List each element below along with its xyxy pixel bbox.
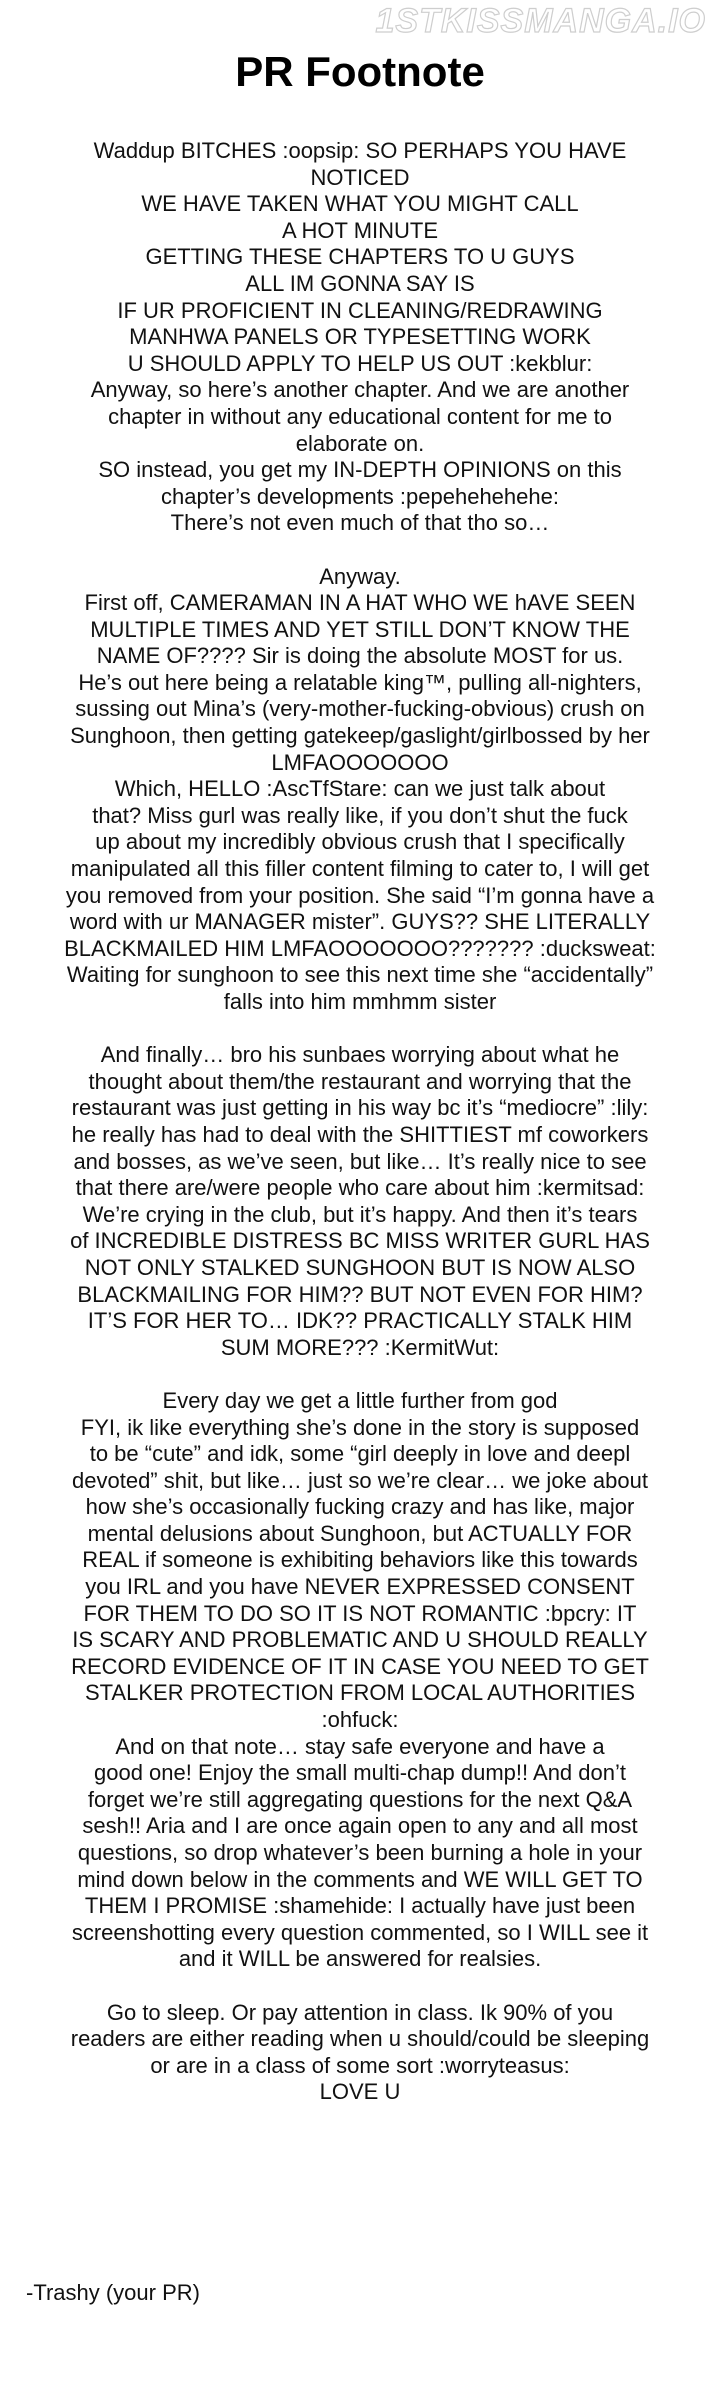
body-line: Waiting for sunghoon to see this next time she “accidentally” [66,962,654,988]
body-line: LOVE U [319,2079,401,2105]
body-line: MANHWA PANELS OR TYPESETTING WORK [129,324,591,350]
body-line: BLACKMAILED HIM LMFAOOOOOOO??????? :ducksweat: [64,935,656,961]
body-line [22,1016,698,1043]
body-line: WE HAVE TAKEN WHAT YOU MIGHT CALL [141,191,579,217]
page-title: PR Footnote [235,48,485,95]
body-line: Which, HELLO :AscTfStare: can we just talk about [114,776,606,802]
body-line: manipulated all this filler content filming to cater to, I will get [70,856,650,882]
body-line: Every day we get a little further from god [162,1387,558,1413]
body-line: IF UR PROFICIENT IN CLEANING/REDRAWING [117,297,603,323]
body-line: how she’s occasionally fucking crazy and has like, major [85,1494,635,1520]
body-line: BLACKMAILING FOR HIM?? BUT NOT EVEN FOR HIM? [77,1281,643,1307]
body-line: sesh!! Aria and I are once again open to any and all most [82,1813,638,1839]
body-line: NAME OF???? Sir is doing the absolute MOST for us. [96,643,624,669]
body-line: RECORD EVIDENCE OF IT IN CASE YOU NEED TO GET [71,1653,649,1679]
body-line: and it WILL be answered for realsies. [178,1946,542,1972]
body-line: he really has had to deal with the SHITTIEST mf coworkers [71,1121,649,1147]
body-line: up about my incredibly obvious crush that I specifically [95,829,625,855]
body-line: you removed from your position. She said “I’m gonna have a [65,882,655,908]
body-line: There’s not even much of that tho so… [170,510,550,536]
body-line: NOTICED [310,164,410,190]
body-line: A HOT MINUTE [281,217,439,243]
body-line: devoted” shit, but like… just so we’re clear… we joke about [72,1467,648,1493]
body-line: chapter’s developments :pepehehehehe: [161,483,559,509]
body-line: readers are either reading when u should/could be sleeping [70,2026,650,2052]
body-line: FOR THEM TO DO SO IT IS NOT ROMANTIC :bpcry: IT [83,1600,637,1626]
body-line: word with ur MANAGER mister”. GUYS?? SHE LITERALLY [69,909,651,935]
footnote-body [22,138,698,2106]
body-line: REAL if someone is exhibiting behaviors like this towards [82,1547,638,1573]
body-line: screenshotting every question commented, so I WILL see it [71,1919,649,1945]
body-line: that? Miss gurl was really like, if you don’t shut the fuck [92,802,628,828]
body-line: that there are/were people who care about him :kermitsad: [75,1175,645,1201]
body-line: FYI, ik like everything she’s done in the story is supposed [80,1414,640,1440]
body-line: THEM I PROMISE :shamehide: I actually have just been [84,1893,636,1919]
body-line: ALL IM GONNA SAY IS [245,270,475,296]
body-line: And finally… bro his sunbaes worrying about what he [100,1042,620,1068]
body-line: :ohfuck: [321,1707,399,1733]
body-line: mental delusions about Sunghoon, but ACTUALLY FOR [87,1520,633,1546]
body-line [22,1361,698,1388]
body-line: falls into him mmhmm sister [223,989,497,1014]
body-line: MULTIPLE TIMES AND YET STILL DON’T KNOW THE [90,616,630,642]
body-line: mind down below in the comments and WE WILL GET TO [77,1866,643,1892]
body-line: of INCREDIBLE DISTRESS BC MISS WRITER GURL HAS [70,1228,650,1254]
body-line: sussing out Mina’s (very-mother-fucking-obvious) crush on [75,696,645,722]
body-line [22,1973,698,2000]
body-line: Sunghoon, then getting gatekeep/gaslight/girlbossed by her [70,723,650,749]
body-line: you IRL and you have NEVER EXPRESSED CONSENT [85,1574,635,1600]
body-line: to be “cute” and idk, some “girl deeply in love and deepl [89,1441,631,1467]
body-line: IT’S FOR HER TO… IDK?? PRACTICALLY STALK HIM [87,1308,633,1334]
body-line: elaborate on. [295,430,425,456]
body-line: good one! Enjoy the small multi-chap dump!! And don’t [94,1760,626,1786]
body-line: SUM MORE??? :KermitWut: [220,1334,500,1360]
body-line: thought about them/the restaurant and worrying that the [88,1068,632,1094]
body-line: He’s out here being a relatable king™, pulling all-nighters, [78,669,642,695]
body-line: restaurant was just getting in his way bc it’s “mediocre” :lily: [71,1095,649,1121]
site-watermark: 1STKISSMANGA.IO [375,2,706,40]
body-line: IS SCARY AND PROBLEMATIC AND U SHOULD REALLY [72,1627,648,1653]
body-line: And on that note… stay safe everyone and have a [115,1733,605,1759]
body-line: Anyway. [319,563,401,589]
body-line: SO instead, you get my IN-DEPTH OPINIONS on this [98,457,622,483]
signature: -Trashy (your PR) [26,2280,200,2305]
body-line: Waddup BITCHES :oopsip: SO PERHAPS YOU HAVE [93,138,627,163]
body-line: or are in a class of some sort :worryteasus: [150,2052,570,2078]
body-line: LMFAOOOOOOO [271,749,449,775]
body-line: Anyway, so here’s another chapter. And we are another [90,377,630,403]
body-line: GETTING THESE CHAPTERS TO U GUYS [145,244,575,270]
body-line: forget we’re still aggregating questions for the next Q&A [87,1786,633,1812]
body-line: Go to sleep. Or pay attention in class. Ik 90% of you [106,1999,614,2025]
body-line: First off, CAMERAMAN IN A HAT WHO WE hAVE SEEN [84,590,636,616]
body-line: STALKER PROTECTION FROM LOCAL AUTHORITIES [84,1680,636,1706]
body-line: U SHOULD APPLY TO HELP US OUT :kekblur: [127,350,593,376]
body-line: chapter in without any educational content for me to [108,403,612,429]
body-line: NOT ONLY STALKED SUNGHOON BUT IS NOW ALSO [84,1254,636,1280]
body-line: We’re crying in the club, but it’s happy. And then it’s tears [82,1201,638,1227]
body-line: questions, so drop whatever’s been burning a hole in your [77,1840,643,1865]
body-line [22,537,698,564]
body-line: and bosses, as we’ve seen, but like… It’s really nice to see [73,1148,647,1174]
